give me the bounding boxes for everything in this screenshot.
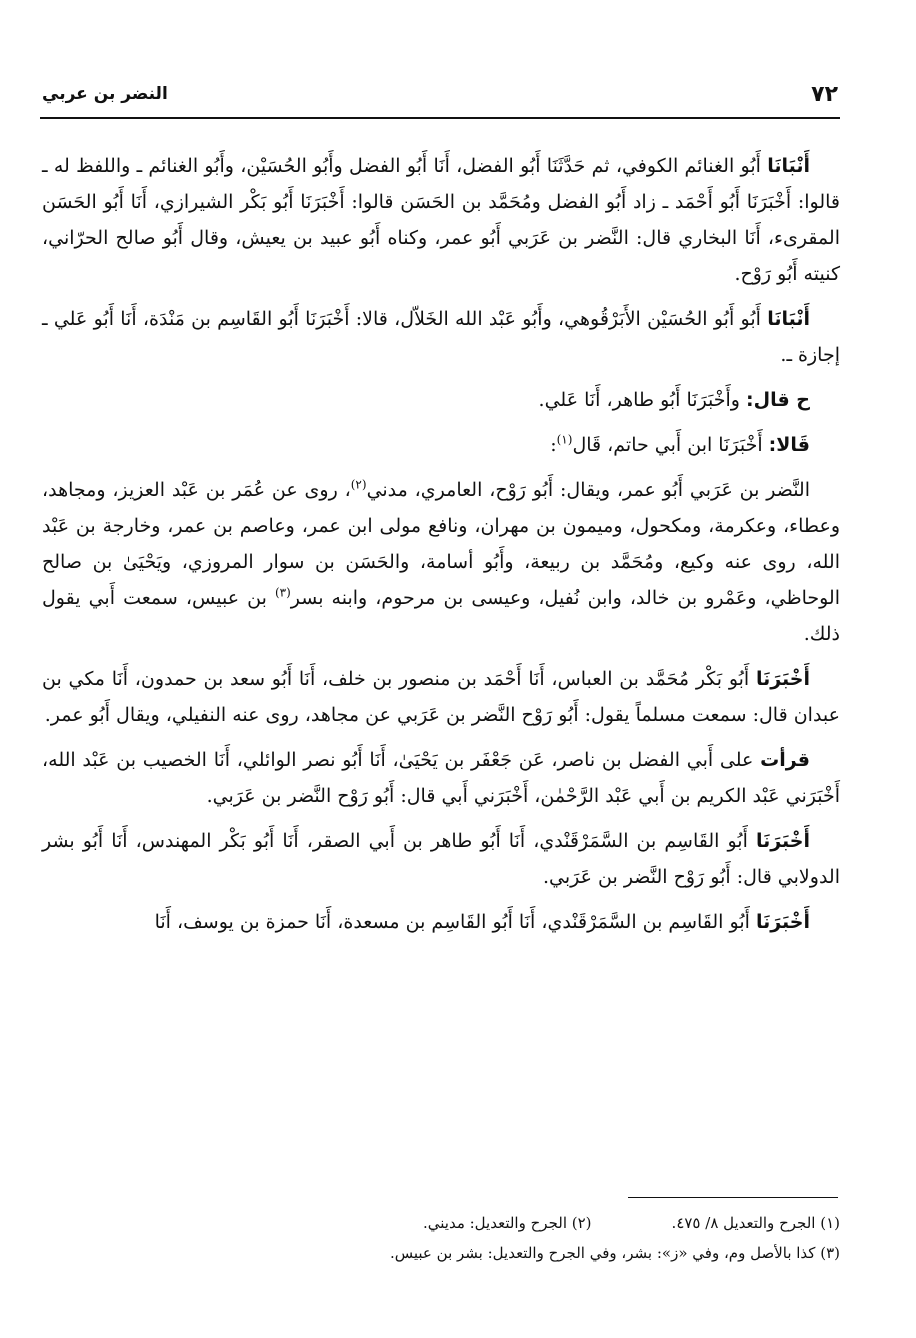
paragraph xyxy=(42,742,840,814)
footnote-1: (١) الجرح والتعديل ٨/ ٤٧٥. xyxy=(671,1214,840,1232)
paragraph-tail: بن عبيس، سمعت أَبي يقول ذلك. xyxy=(42,587,840,645)
paragraph xyxy=(42,661,840,733)
paragraph xyxy=(42,382,840,418)
footnote-marker: (٢) xyxy=(350,477,367,492)
paragraph-text: أَخْبَرَنَا ابن أَبي حاتم، قَال xyxy=(572,434,769,456)
footnote-rule xyxy=(628,1197,838,1198)
paragraph-text: وأَخْبَرَنَا أَبُو طاهر، أَنَا عَلي. xyxy=(538,389,747,411)
paragraph-tail: : xyxy=(550,434,557,456)
paragraph-lead: أَخْبَرَنَا xyxy=(755,911,810,933)
paragraph-lead: أَنْبَانَا xyxy=(767,308,810,330)
paragraph-lead: أَخْبَرَنَا xyxy=(755,830,810,852)
main-text xyxy=(42,148,840,949)
footnote-2: (٢) الجرح والتعديل: مديني. xyxy=(422,1214,592,1232)
paragraph-text: أَبُو بَكْر مُحَمَّد بن العباس، أَنَا أَحْمَد بن منصور بن خلف، أَنَا أَبُو سعد بن حمدون، أَنَا مكي بن عبدان قال: سمعت مسلماً يقول: أَبُو رَوْح النَّضر بن عَرَبي عن مجاهد، روى عنه النفيلي، ويقال أَبُو عمر. xyxy=(42,668,840,726)
paragraph-lead: ح قال: xyxy=(746,389,810,411)
paragraph xyxy=(42,823,840,895)
running-title: النضر بن عربي xyxy=(42,84,168,104)
paragraph-text: أَبُو القَاسِم بن السَّمَرْقَنْدي، أَنَا أَبُو طاهر بن أَبي الصقر، أَنَا أَبُو بَكْر المهندس، أَنَا أَبُو بشر الدولابي قال: أَبُو رَوْح النَّضر بن عَرَبي. xyxy=(42,830,840,888)
paragraph-text: أَبُو الغنائم الكوفي، ثم حَدَّثَنَا أَبُو الفضل، أَنَا أَبُو الفضل وأَبُو الحُسَيْن، وأَبُو الغنائم ـ واللفظ له ـ قالوا: أَخْبَرَنَا أَبُو أَحْمَد ـ زاد أَبُو الفضل ومُحَمَّد بن الحَسَن قالوا: أَخْبَرَنَا أَبُو بَكْر الشيرازي، أَنَا أَبُو الحَسَن المقرىء، أَنَا البخاري قال: النَّضر بن عَرَبي أَبُو عمر، وكناه أَبُو عبيد بن يعيش، وقال أَبُو صالح الحرّاني، كنيته أَبُو رَوْح. xyxy=(42,155,840,285)
paragraph-text: على أَبي الفضل بن ناصر، عَن جَعْفَر بن يَحْيَىٰ، أَنَا أَبُو نصر الوائلي، أَنَا الخصيب بن عَبْد الله، أَخْبَرَني عَبْد الكريم بن أَبي عَبْد الرَّحْمٰن، أَخْبَرَني أَبي قال: أَبُو رَوْح النَّضر بن عَرَبي. xyxy=(42,749,840,807)
paragraph-text: النَّضر بن عَرَبي أَبُو عمر، ويقال: أَبُو رَوْح، العامري، مدني xyxy=(366,479,810,501)
paragraph xyxy=(42,427,840,463)
paragraph xyxy=(42,904,840,940)
paragraph-lead: أَخْبَرَنَا xyxy=(755,668,810,690)
paragraph-lead: قَالا: xyxy=(768,434,810,456)
paragraph-text: أَبُو أَبُو الحُسَيْن الأَبَرْقُوهي، وأَبُو عَبْد الله الخَلاّل، قالا: أَخْبَرَنَا أَبُو القَاسِم بن مَنْدَة، أَنَا أَبُو عَلي ـ إجازة ـ. xyxy=(42,308,840,366)
header-rule xyxy=(40,117,840,119)
paragraph-tail: ، روى عن عُمَر بن عَبْد العزيز، ومجاهد، وعطاء، وعكرمة، ومكحول، وميمون بن مهران، ونافع مولى ابن عمر، وعاصم بن عمر، وخارجة بن عَبْد الله، روى عنه وكيع، ومُحَمَّد بن ربيعة، وأَبُو أسامة، والحَسَن بن سوار المروزي، ويَحْيَىٰ بن صالح الوحاظي، وعَمْرو بن خالد، وابن نُفيل، وعيسى بن مرحوم، وابنه بسر xyxy=(42,479,840,609)
footnote-marker: (١) xyxy=(556,432,573,447)
footnote-3: (٣) كذا بالأصل وم، وفي «ز»: بشر، وفي الجرح والتعديل: بشر بن عبيس. xyxy=(389,1244,840,1262)
page-number: ٧٢ xyxy=(811,82,838,107)
paragraph-lead: قرأت xyxy=(760,749,810,771)
paragraph xyxy=(42,148,840,292)
page-header xyxy=(42,80,838,114)
paragraph-lead: أَنْبَانَا xyxy=(767,155,810,177)
paragraph xyxy=(42,472,840,652)
footnotes xyxy=(42,1208,840,1268)
footnote-row xyxy=(42,1208,840,1238)
paragraph xyxy=(42,301,840,373)
paragraph-text: أَبُو القَاسِم بن السَّمَرْقَنْدي، أَنَا أَبُو القَاسِم بن مسعدة، أَنَا حمزة بن يوسف، أَنَا xyxy=(154,911,756,933)
footnote-marker: (٣) xyxy=(274,585,291,600)
